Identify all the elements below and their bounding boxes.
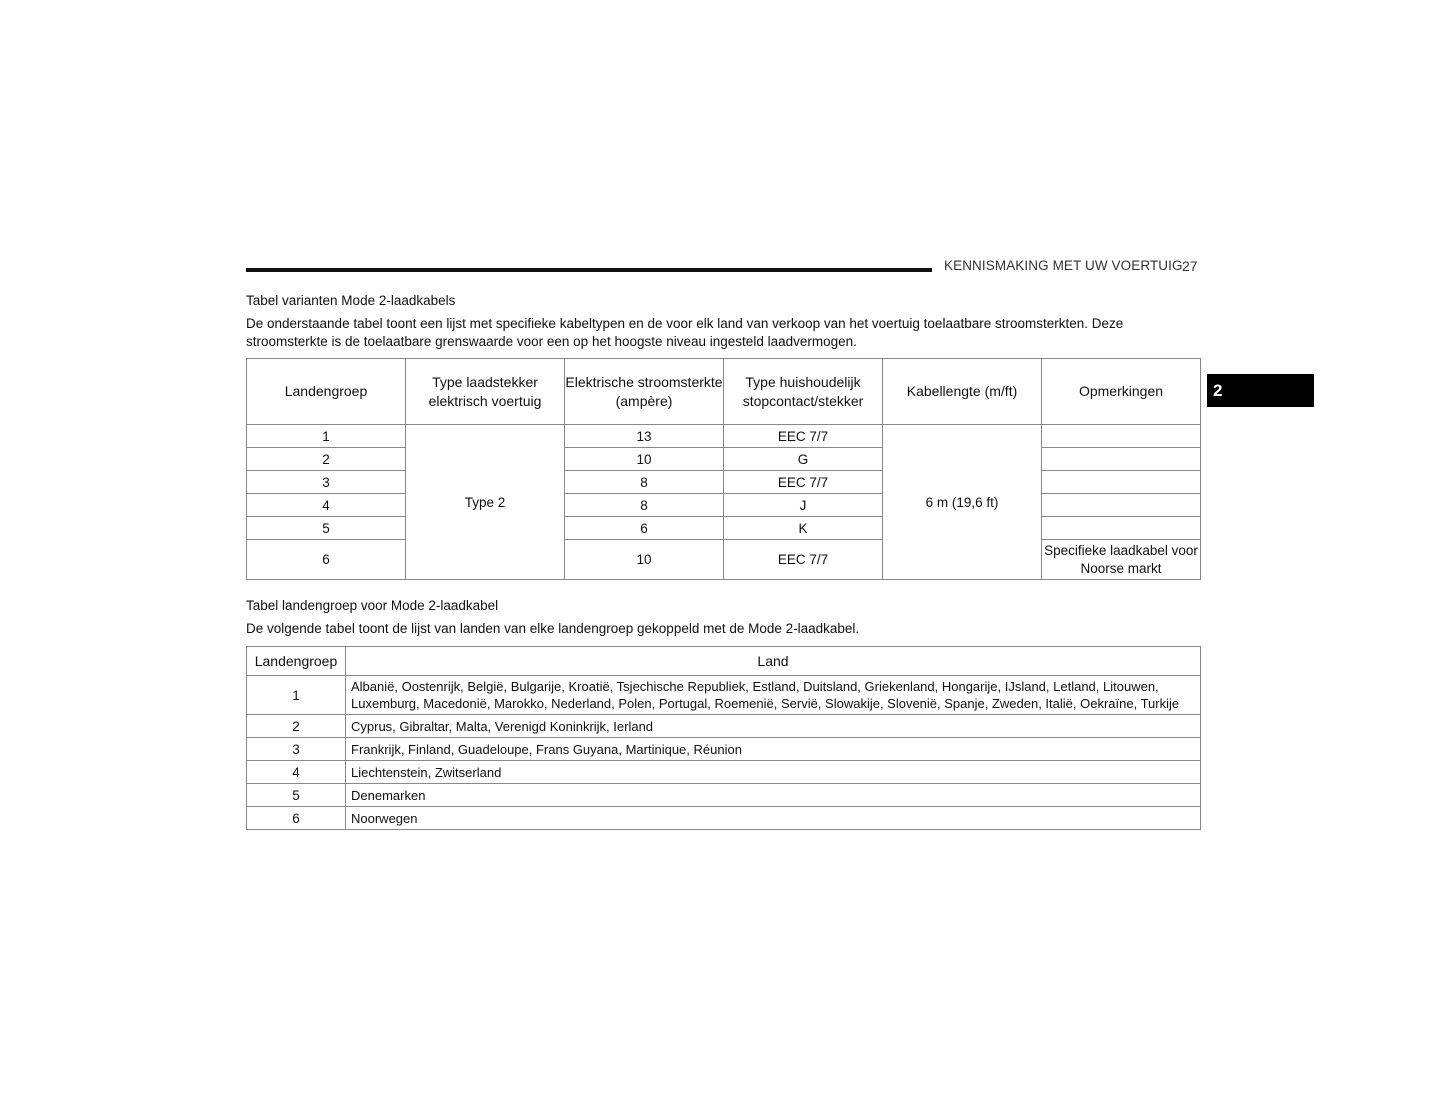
col-header-cable-length: Kabellengte (m/ft) [883, 359, 1042, 425]
cell-socket: G [724, 448, 883, 471]
cell-group: 6 [247, 540, 406, 580]
cell-countries: Frankrijk, Finland, Guadeloupe, Frans Guyana, Martinique, Réunion [346, 738, 1201, 761]
cell-group: 2 [247, 715, 346, 738]
table-row [247, 540, 1201, 580]
header-rule [246, 268, 932, 272]
section1-intro: De onderstaande tabel toont een lijst met specifieke kabeltypen en de voor elk land van verkoop van het voertuig toelaatbare stroomsterkten. Deze stroomsterkte is de toelaatbare grenswaarde voor een op het hoogste niveau ingesteld laadvermogen. [246, 316, 1124, 349]
cell-group: 3 [247, 738, 346, 761]
cell-connector-type: Type 2 [406, 425, 565, 580]
cell-socket: J [724, 494, 883, 517]
cell-group: 3 [247, 471, 406, 494]
cell-socket: EEC 7/7 [724, 471, 883, 494]
cell-socket: EEC 7/7 [724, 425, 883, 448]
section2-intro: De volgende tabel toont de lijst van landen van elke landengroep gekoppeld met de Mode 2-laadkabel. [246, 621, 860, 636]
chapter-tab: 2 [1207, 374, 1314, 407]
cell-group: 5 [247, 784, 346, 807]
cell-remarks [1042, 425, 1201, 448]
cell-current: 8 [565, 494, 724, 517]
cell-cable-length: 6 m (19,6 ft) [883, 425, 1042, 580]
section1-title: Tabel varianten Mode 2-laadkabels [246, 293, 456, 308]
cell-socket: EEC 7/7 [724, 540, 883, 580]
cell-group: 6 [247, 807, 346, 830]
table-row [247, 425, 1201, 448]
col-header-land: Land [346, 647, 1201, 676]
table-row [247, 738, 1201, 761]
cell-current: 10 [565, 448, 724, 471]
cell-group: 4 [247, 761, 346, 784]
col-header-plug-type: Type laadstekker elektrisch voertuig [406, 359, 565, 425]
cell-current: 13 [565, 425, 724, 448]
table-row [247, 448, 1201, 471]
cell-current: 8 [565, 471, 724, 494]
cell-group: 4 [247, 494, 406, 517]
table-row [247, 761, 1201, 784]
col-header-landengroep: Landengroep [247, 359, 406, 425]
cell-current: 6 [565, 517, 724, 540]
section2-title: Tabel landengroep voor Mode 2-laadkabel [246, 598, 499, 613]
cell-current: 10 [565, 540, 724, 580]
cell-countries: Cyprus, Gibraltar, Malta, Verenigd Koninkrijk, Ierland [346, 715, 1201, 738]
table-header-row [247, 359, 1201, 425]
cable-variants-table [246, 358, 1201, 580]
table-row [247, 517, 1201, 540]
col-header-socket-type: Type huishoudelijk stopcontact/stekker [724, 359, 883, 425]
table-row [247, 807, 1201, 830]
cell-group: 2 [247, 448, 406, 471]
cell-remarks [1042, 517, 1201, 540]
cell-countries: Albanië, Oostenrijk, België, Bulgarije, Kroatië, Tsjechische Republiek, Estland, Duitsland, Griekenland, Hongarije, IJsland, Letland, Litouwen, Luxemburg, Macedonië, Marokko, Nederland, Polen, Portugal, Roemenië, Servië, Slowakije, Slovenië, Spanje, Zweden, Italië, Oekraïne, Turkije [346, 676, 1201, 715]
col-header-landengroep: Landengroep [247, 647, 346, 676]
country-groups-table [246, 646, 1201, 830]
page-number: 27 [1182, 258, 1198, 274]
cell-group: 1 [247, 425, 406, 448]
cell-remarks [1042, 494, 1201, 517]
table-row [247, 676, 1201, 715]
cell-countries: Denemarken [346, 784, 1201, 807]
table-row [247, 471, 1201, 494]
table-row [247, 784, 1201, 807]
cell-countries: Noorwegen [346, 807, 1201, 830]
col-header-remarks: Opmerkingen [1042, 359, 1201, 425]
cell-socket: K [724, 517, 883, 540]
running-header-title: KENNISMAKING MET UW VOERTUIG [944, 258, 1183, 273]
cell-remarks [1042, 448, 1201, 471]
table-header-row [247, 647, 1201, 676]
table-row [247, 494, 1201, 517]
cell-remarks: Specifieke laadkabel voor Noorse markt [1042, 540, 1201, 580]
cell-countries: Liechtenstein, Zwitserland [346, 761, 1201, 784]
col-header-current: Elektrische stroomsterkte (ampère) [565, 359, 724, 425]
cell-group: 5 [247, 517, 406, 540]
cell-group: 1 [247, 676, 346, 715]
cell-remarks [1042, 471, 1201, 494]
table-row [247, 715, 1201, 738]
